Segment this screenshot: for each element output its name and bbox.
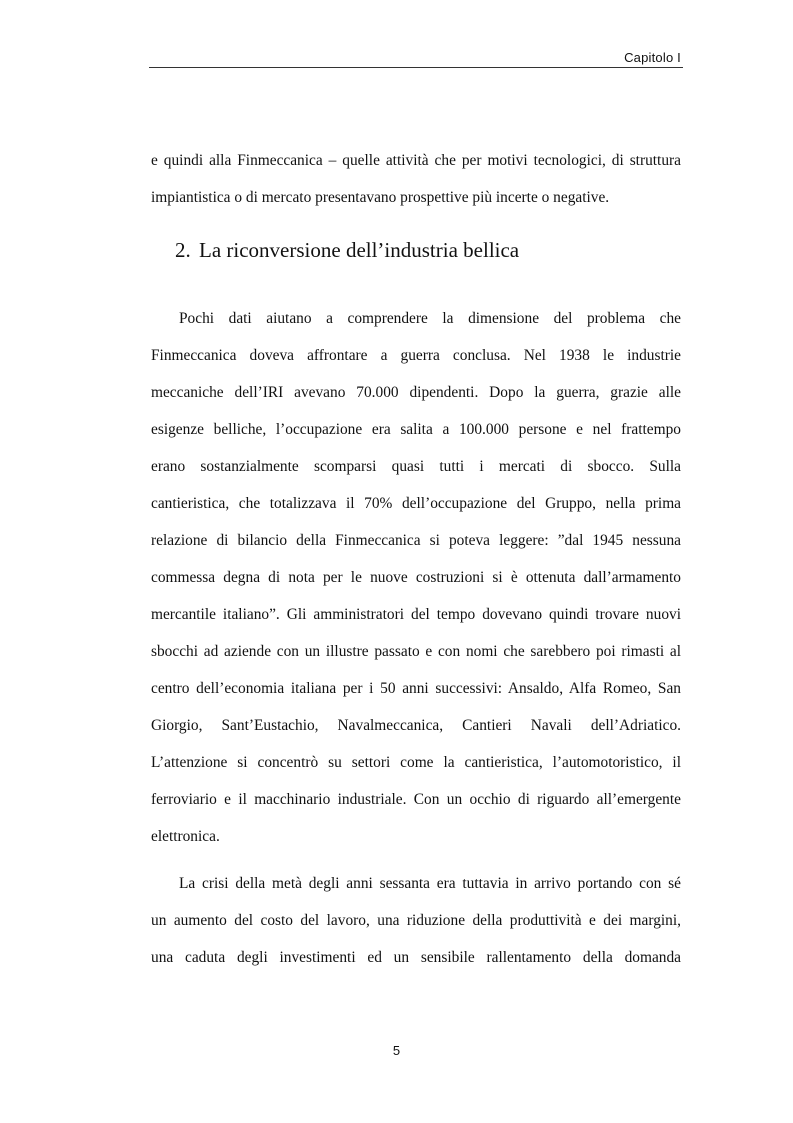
text-line: La crisi della metà degli anni sessanta era tuttavia in arrivo portando con sé [179, 875, 681, 892]
text-line: Giorgio, Sant’Eustachio, Navalmeccanica, Cantieri Navali dell’Adriatico. [151, 717, 681, 734]
text-line: commessa degna di nota per le nuove costruzioni si è ottenuta dall’armamento [151, 569, 681, 586]
text-line: Pochi dati aiutano a comprendere la dimensione del problema che [179, 310, 681, 327]
text-line: relazione di bilancio della Finmeccanica si poteva leggere: ”dal 1945 nessuna [151, 532, 681, 549]
text-line: elettronica. [151, 828, 220, 845]
text-line: erano sostanzialmente scomparsi quasi tutti i mercati di sbocco. Sulla [151, 458, 681, 475]
text-line: L’attenzione si concentrò su settori come la cantieristica, l’automotoristico, il [151, 754, 681, 771]
text-line: esigenze belliche, l’occupazione era salita a 100.000 persone e nel frattempo [151, 421, 681, 438]
text-line: ferroviario e il macchinario industriale. Con un occhio di riguardo all’emergente [151, 791, 681, 808]
text-line: mercantile italiano”. Gli amministratori del tempo dovevano quindi trovare nuovi [151, 606, 681, 623]
paragraph-2 [151, 865, 681, 976]
text-line: cantieristica, che totalizzava il 70% dell’occupazione del Gruppo, nella prima [151, 495, 681, 512]
text-line: e quindi alla Finmeccanica – quelle attività che per motivi tecnologici, di struttura [151, 152, 681, 169]
page-number: 5 [392, 1043, 401, 1058]
text-line: un aumento del costo del lavoro, una riduzione della produttività e dei margini, [151, 912, 681, 929]
text-line: Finmeccanica doveva affrontare a guerra conclusa. Nel 1938 le industrie [151, 347, 681, 364]
intro-paragraph [151, 142, 681, 216]
text-line: centro dell’economia italiana per i 50 anni successivi: Ansaldo, Alfa Romeo, San [151, 680, 681, 697]
text-line: sbocchi ad aziende con un illustre passato e con nomi che sarebbero poi rimasti al [151, 643, 681, 660]
text-line: impiantistica o di mercato presentavano prospettive più incerte o negative. [151, 189, 610, 206]
header-divider [149, 67, 683, 68]
section-title: La riconversione dell’industria bellica [199, 238, 520, 262]
running-header-chapter: Capitolo I [624, 50, 681, 65]
section-heading [175, 238, 519, 263]
text-line: meccaniche dell’IRI avevano 70.000 dipendenti. Dopo la guerra, grazie alle [151, 384, 681, 401]
paragraph-1 [151, 300, 681, 855]
text-line: una caduta degli investimenti ed un sensibile rallentamento della domanda [151, 949, 681, 966]
section-number: 2. [175, 238, 191, 262]
